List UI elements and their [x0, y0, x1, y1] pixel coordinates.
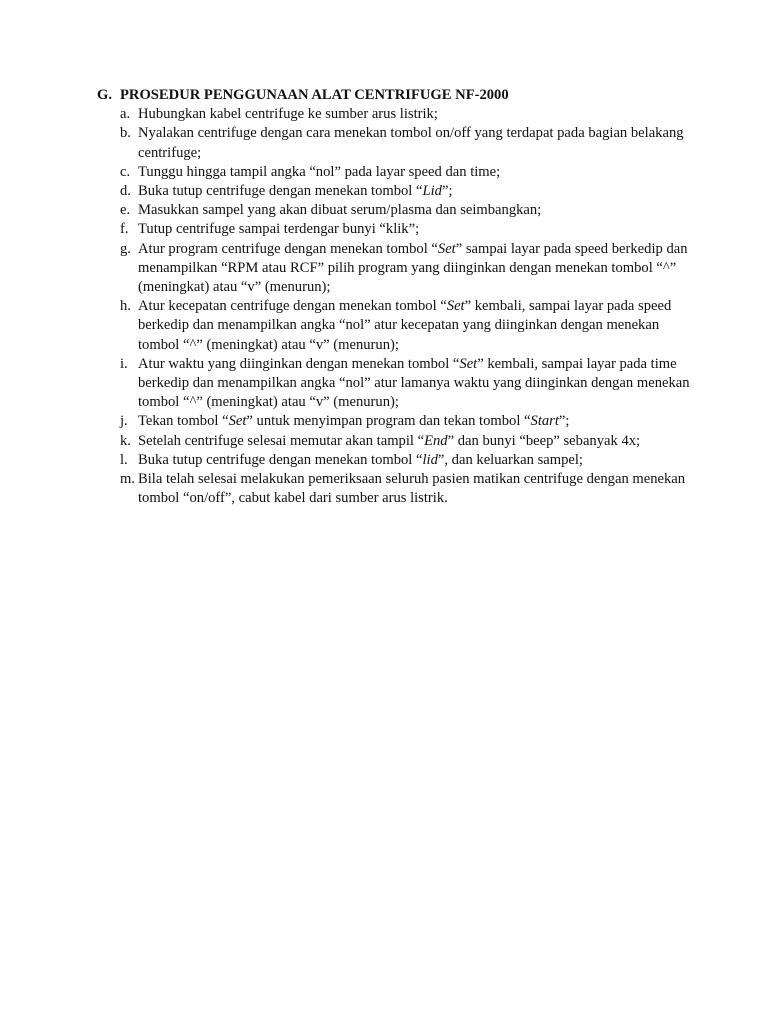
procedure-step-l — [120, 451, 697, 470]
step-text-segment: ” kembali, sampai layar pada time berkedip dan menampilkan angka “nol” atur lamanya waktu yang diinginkan dengan menekan tombol “^” (meningkat) atau “v” (menurun); — [138, 355, 690, 411]
step-text-emphasis: Lid — [422, 183, 442, 200]
procedure-step-k — [120, 432, 697, 451]
step-text-segment: ”; — [441, 183, 453, 200]
step-text — [138, 124, 697, 162]
step-text — [138, 432, 697, 451]
step-text-segment: Buka tutup centrifuge dengan menekan tombol “ — [138, 183, 423, 200]
step-text-segment: ” dan bunyi “beep” sebanyak 4x; — [447, 432, 641, 449]
step-text — [138, 297, 697, 355]
step-text-segment: Bila telah selesai melakukan pemeriksaan seluruh pasien matikan centrifuge dengan menekan tombol “on/off”, cabut kabel dari sumber arus listrik. — [138, 471, 686, 507]
step-marker: g. — [120, 240, 131, 257]
step-text — [138, 220, 697, 239]
step-text — [138, 240, 697, 298]
step-text-emphasis: Start — [530, 413, 559, 430]
procedure-step-i — [120, 355, 697, 413]
step-marker: i. — [120, 355, 128, 372]
step-marker: h. — [120, 298, 131, 315]
step-marker: k. — [120, 432, 131, 449]
step-text-segment: Nyalakan centrifuge dengan cara menekan tombol on/off yang terdapat pada bagian belakang centrifuge; — [138, 125, 684, 161]
step-marker: j. — [120, 413, 128, 430]
step-marker: e. — [120, 202, 131, 219]
step-text-emphasis: lid — [422, 451, 438, 468]
section-heading — [97, 86, 697, 105]
step-text-segment: Tunggu hingga tampil angka “nol” pada layar speed dan time; — [138, 163, 501, 180]
procedure-steps-list — [97, 105, 697, 508]
procedure-step-h — [120, 297, 697, 355]
procedure-step-f — [120, 220, 697, 239]
step-text-segment: Atur waktu yang diinginkan dengan menekan tombol “ — [138, 355, 460, 372]
step-text-emphasis: Set — [437, 240, 456, 257]
step-text-emphasis: Set — [228, 413, 247, 430]
step-text-segment: Tekan tombol “ — [138, 413, 229, 430]
step-marker: f. — [120, 221, 129, 238]
step-text — [138, 470, 697, 508]
step-text-segment: ”; — [558, 413, 570, 430]
step-text-segment: ” sampai layar pada speed berkedip dan menampilkan “RPM atau RCF” pilih program yang diinginkan dengan menekan tombol “^” (meningkat) atau “v” (menurun); — [138, 240, 688, 296]
step-text-segment: Setelah centrifuge selesai memutar akan tampil “ — [138, 432, 425, 449]
step-text — [138, 182, 697, 201]
step-text — [138, 355, 697, 413]
step-text — [138, 451, 697, 470]
procedure-step-e — [120, 201, 697, 220]
step-text — [138, 412, 697, 431]
step-text — [138, 105, 697, 124]
step-marker: a. — [120, 106, 131, 123]
step-marker: c. — [120, 163, 131, 180]
step-text-emphasis: Set — [446, 298, 465, 315]
step-marker: l. — [120, 451, 128, 468]
section-title: PROSEDUR PENGGUNAAN ALAT CENTRIFUGE NF-2000 — [120, 87, 509, 103]
procedure-step-c — [120, 163, 697, 182]
procedure-step-m — [120, 470, 697, 508]
step-text-segment: Atur kecepatan centrifuge dengan menekan tombol “ — [138, 298, 447, 315]
step-text-segment: Hubungkan kabel centrifuge ke sumber arus listrik; — [138, 106, 438, 123]
section-letter: G. — [97, 87, 112, 103]
step-text-segment: Buka tutup centrifuge dengan menekan tombol “ — [138, 451, 423, 468]
step-text-segment: ”, dan keluarkan sampel; — [437, 451, 583, 468]
procedure-section — [97, 86, 697, 508]
step-text-segment: Atur program centrifuge dengan menekan tombol “ — [138, 240, 438, 257]
procedure-step-d — [120, 182, 697, 201]
step-text — [138, 163, 697, 182]
procedure-step-j — [120, 412, 697, 431]
step-text-segment: Tutup centrifuge sampai terdengar bunyi “klik”; — [138, 221, 420, 238]
procedure-step-b — [120, 124, 697, 162]
procedure-step-a — [120, 105, 697, 124]
procedure-step-g — [120, 240, 697, 298]
step-text-segment: ” untuk menyimpan program dan tekan tombol “ — [246, 413, 531, 430]
step-marker: d. — [120, 183, 131, 200]
step-text-emphasis: Set — [459, 355, 478, 372]
step-marker: b. — [120, 125, 131, 142]
step-text — [138, 201, 697, 220]
step-text-emphasis: End — [424, 432, 448, 449]
step-text-segment: Masukkan sampel yang akan dibuat serum/plasma dan seimbangkan; — [138, 202, 542, 219]
step-text-segment: ” kembali, sampai layar pada speed berkedip dan menampilkan angka “nol” atur kecepatan yang diinginkan dengan menekan tombol “^” (meningkat) atau “v” (menurun); — [138, 298, 672, 353]
step-marker: m. — [120, 471, 135, 488]
